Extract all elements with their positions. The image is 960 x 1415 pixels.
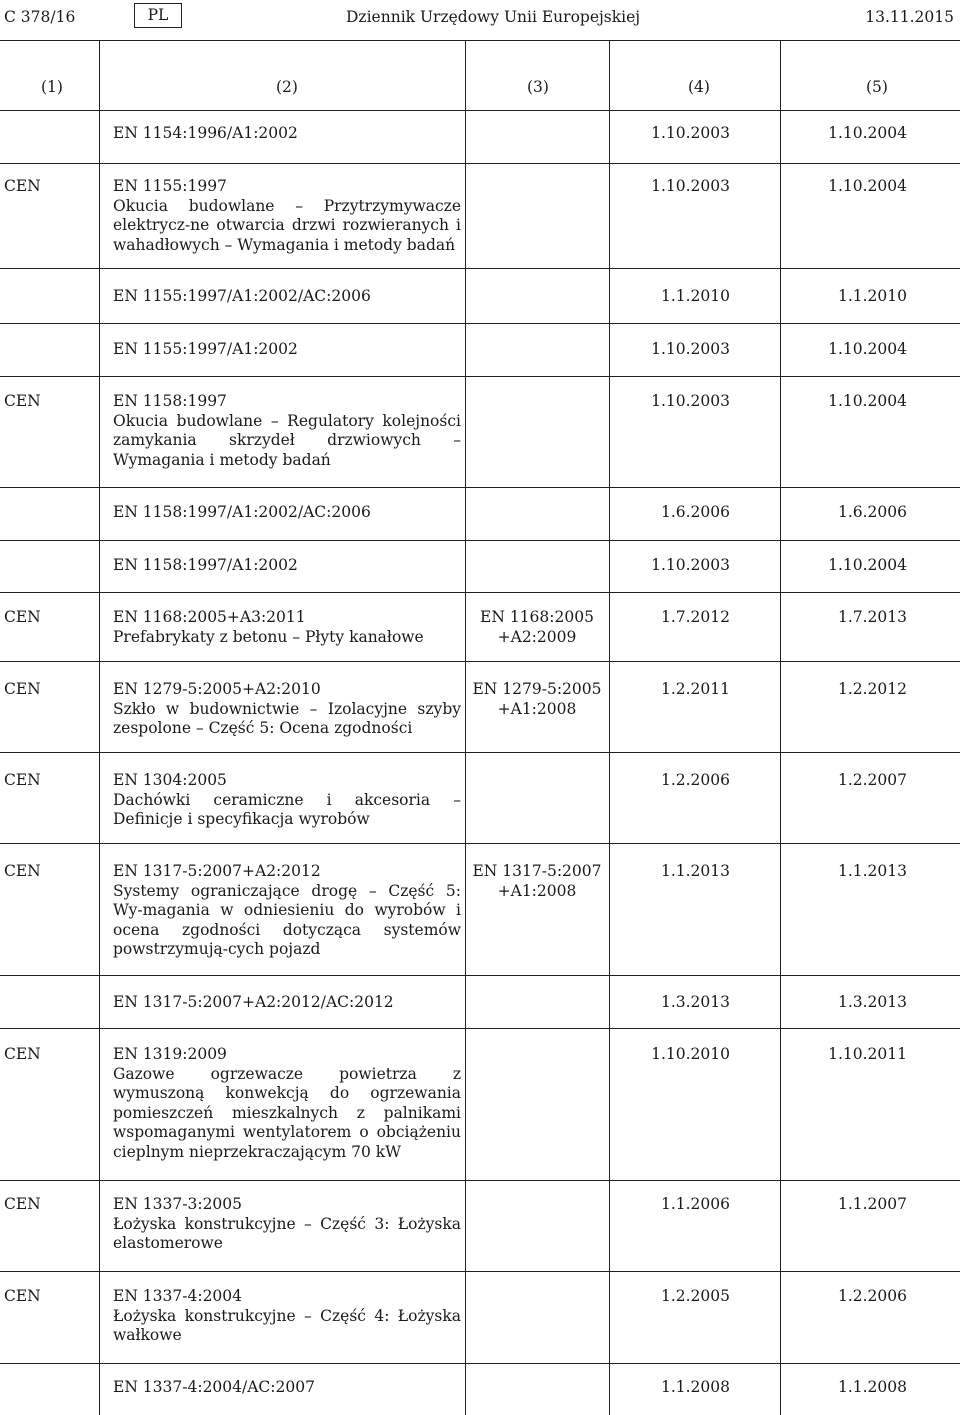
date-cessation-cell: 1.2.2011 — [660, 680, 730, 698]
superseded-standard-cell: EN 1279-5:2005 +A1:2008 — [472, 680, 602, 718]
standard-cell: EN 1158:1997/A1:2002/AC:2006 — [113, 503, 371, 521]
standard-description: Okucia budowlane – Przytrzymywacze elektrycz-ne otwarcia drzwi rozwieranych i wahadłowych – Wymagania i metody badań — [113, 196, 461, 254]
date-coexistence-cell: 1.10.2004 — [828, 392, 907, 410]
date-cessation-cell: 1.10.2003 — [651, 340, 730, 358]
column-divider — [465, 40, 466, 1415]
row-divider — [0, 592, 960, 593]
date-cessation-cell: 1.2.2006 — [660, 771, 730, 789]
row-divider — [0, 1028, 960, 1029]
standard-cell: EN 1158:1997 Okucia budowlane – Regulatory kolejności zamykania skrzydeł drzwiowych – Wymagania i metody badań — [113, 392, 461, 469]
row-divider — [0, 975, 960, 976]
standard-cell: EN 1317-5:2007+A2:2012 Systemy ograniczające drogę – Część 5: Wy-magania w odniesieniu do wyrobów i ocena zgodności dotycząca systemów powstrzymują-cych pojazd — [113, 862, 461, 958]
row-divider — [0, 661, 960, 662]
date-coexistence-cell: 1.6.2006 — [837, 503, 907, 521]
org-cell: CEN — [4, 608, 41, 626]
date-cessation-cell: 1.3.2013 — [660, 993, 730, 1011]
row-divider — [0, 1271, 960, 1272]
journal-title: Dziennik Urzędowy Unii Europejskiej — [346, 8, 641, 26]
column-header-3: (3) — [527, 78, 549, 96]
date-cessation-cell: 1.7.2012 — [660, 608, 730, 626]
page-header — [0, 0, 960, 40]
standard-description: Gazowe ogrzewacze powietrza z wymuszoną konwekcją do ogrzewania pomieszczeń mieszkalnych z palnikami wspomaganymi wentylatorem o obciążeniu cieplnym nieprzekraczającym 70 kW — [113, 1064, 461, 1161]
standard-cell: EN 1155:1997 Okucia budowlane – Przytrzymywacze elektrycz-ne otwarcia drzwi rozwieranych i wahadłowych – Wymagania i metody badań — [113, 177, 461, 254]
standard-cell: EN 1317-5:2007+A2:2012/AC:2012 — [113, 993, 394, 1011]
date-coexistence-cell: 1.1.2008 — [837, 1378, 907, 1396]
date-cessation-cell: 1.10.2003 — [651, 392, 730, 410]
org-cell: CEN — [4, 177, 41, 195]
journal-reference: C 378/16 — [4, 8, 76, 26]
standard-cell: EN 1279-5:2005+A2:2010 Szkło w budownictwie – Izolacyjne szyby zespolone – Część 5: Ocena zgodności — [113, 680, 461, 737]
row-divider — [0, 540, 960, 541]
org-cell: CEN — [4, 1045, 41, 1063]
date-coexistence-cell: 1.10.2004 — [828, 340, 907, 358]
column-header-rule — [0, 110, 960, 111]
date-cessation-cell: 1.2.2005 — [660, 1287, 730, 1305]
standard-description: Szkło w budownictwie – Izolacyjne szyby zespolone – Część 5: Ocena zgodności — [113, 699, 461, 737]
row-divider — [0, 843, 960, 844]
standard-description: Prefabrykaty z betonu – Płyty kanałowe — [113, 627, 424, 646]
date-coexistence-cell: 1.1.2007 — [837, 1195, 907, 1213]
org-cell: CEN — [4, 862, 41, 880]
standard-description: Łożyska konstrukcyjne – Część 3: Łożyska elastomerowe — [113, 1214, 461, 1252]
date-cessation-cell: 1.6.2006 — [660, 503, 730, 521]
standard-cell: EN 1319:2009 Gazowe ogrzewacze powietrza z wymuszoną konwekcją do ogrzewania pomieszczeń mieszkalnych z palnikami wspomaganymi wentylatorem o obciążeniu cieplnym nieprzekraczającym 70 kW — [113, 1045, 461, 1161]
standard-description: Okucia budowlane – Regulatory kolejności zamykania skrzydeł drzwiowych – Wymagania i metody badań — [113, 411, 461, 469]
row-divider — [0, 1363, 960, 1364]
org-cell: CEN — [4, 771, 41, 789]
row-divider — [0, 163, 960, 164]
row-divider — [0, 752, 960, 753]
org-cell: CEN — [4, 680, 41, 698]
date-coexistence-cell: 1.3.2013 — [837, 993, 907, 1011]
header-rule — [0, 40, 960, 41]
org-cell: CEN — [4, 1195, 41, 1213]
date-coexistence-cell: 1.10.2004 — [828, 177, 907, 195]
date-cessation-cell: 1.1.2008 — [660, 1378, 730, 1396]
standard-description: Łożyska konstrukcyjne – Część 4: Łożyska wałkowe — [113, 1306, 461, 1344]
date-cessation-cell: 1.10.2010 — [651, 1045, 730, 1063]
column-header-4: (4) — [688, 78, 710, 96]
standard-cell: EN 1155:1997/A1:2002 — [113, 340, 298, 358]
standard-cell: EN 1337-3:2005 Łożyska konstrukcyjne – Część 3: Łożyska elastomerowe — [113, 1195, 461, 1252]
publication-date: 13.11.2015 — [865, 8, 954, 26]
org-cell: CEN — [4, 1287, 41, 1305]
date-coexistence-cell: 1.2.2006 — [837, 1287, 907, 1305]
standard-cell: EN 1155:1997/A1:2002/AC:2006 — [113, 287, 371, 305]
date-cessation-cell: 1.10.2003 — [651, 124, 730, 142]
column-divider — [99, 40, 100, 1415]
date-coexistence-cell: 1.1.2010 — [837, 287, 907, 305]
date-coexistence-cell: 1.10.2004 — [828, 556, 907, 574]
date-cessation-cell: 1.1.2010 — [660, 287, 730, 305]
standard-description: Dachówki ceramiczne i akcesoria – Definicje i specyfikacja wyrobów — [113, 790, 461, 828]
date-cessation-cell: 1.10.2003 — [651, 556, 730, 574]
standard-description: Systemy ograniczające drogę – Część 5: Wy-magania w odniesieniu do wyrobów i ocena zgodności dotycząca systemów powstrzymują-cych pojazd — [113, 881, 461, 958]
date-cessation-cell: 1.1.2013 — [660, 862, 730, 880]
column-header-1: (1) — [41, 78, 63, 96]
standard-cell: EN 1304:2005 Dachówki ceramiczne i akcesoria – Definicje i specyfikacja wyrobów — [113, 771, 461, 828]
date-coexistence-cell: 1.1.2013 — [837, 862, 907, 880]
row-divider — [0, 268, 960, 269]
row-divider — [0, 376, 960, 377]
date-coexistence-cell: 1.2.2007 — [837, 771, 907, 789]
superseded-standard-cell: EN 1168:2005 +A2:2009 — [480, 608, 594, 646]
date-coexistence-cell: 1.10.2011 — [828, 1045, 907, 1063]
column-header-5: (5) — [866, 78, 888, 96]
language-badge: PL — [134, 3, 182, 28]
row-divider — [0, 1180, 960, 1181]
org-cell: CEN — [4, 392, 41, 410]
date-cessation-cell: 1.1.2006 — [660, 1195, 730, 1213]
row-divider — [0, 487, 960, 488]
standard-cell: EN 1158:1997/A1:2002 — [113, 556, 298, 574]
date-cessation-cell: 1.10.2003 — [651, 177, 730, 195]
column-header-2: (2) — [276, 78, 298, 96]
standard-cell: EN 1337-4:2004/AC:2007 — [113, 1378, 315, 1396]
standard-cell: EN 1168:2005+A3:2011 Prefabrykaty z betonu – Płyty kanałowe — [113, 608, 461, 647]
date-coexistence-cell: 1.7.2013 — [837, 608, 907, 626]
standard-cell: EN 1337-4:2004 Łożyska konstrukcyjne – Część 4: Łożyska wałkowe — [113, 1287, 461, 1344]
standard-cell: EN 1154:1996/A1:2002 — [113, 124, 298, 142]
row-divider — [0, 323, 960, 324]
superseded-standard-cell: EN 1317-5:2007 +A1:2008 — [472, 862, 602, 900]
date-coexistence-cell: 1.2.2012 — [837, 680, 907, 698]
date-coexistence-cell: 1.10.2004 — [828, 124, 907, 142]
